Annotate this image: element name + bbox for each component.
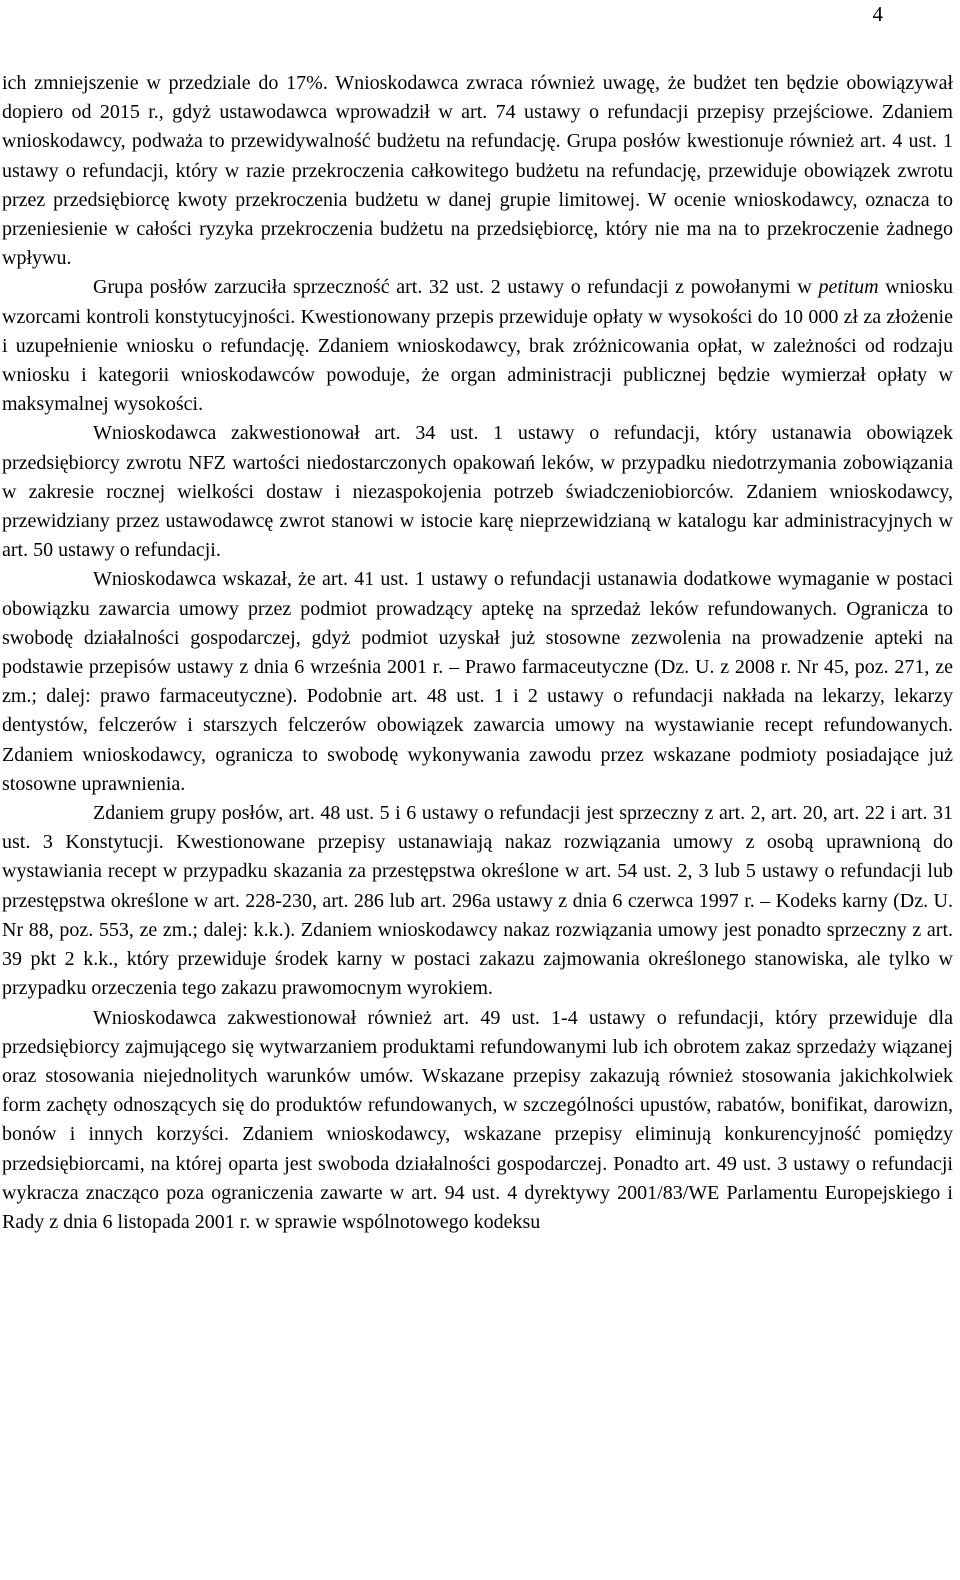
paragraph-text: Wnioskodawca zakwestionował również art. 49 ust. 1-4 ustawy o refundacji, który przewiduje dla przedsiębiorcy zajmującego się wytwarzaniem produktami refundowanymi lub ich obrotem zakaz sprzedaży wiązanej oraz stosowania niejednolitych warunków umów. Wskazane przepisy zakazują również stosowania jakichkolwiek form zachęty odnoszących się do produktów refundowanych, w szczególności upustów, rabatów, bonifikat, darowizn, bonów i innych korzyści. Zdaniem wnioskodawcy, wskazane przepisy eliminują konkurencyjność pomiędzy przedsiębiorcami, na której oparta jest swoboda działalności gospodarczej. Ponadto art. 49 ust. 3 ustawy o refundacji wykracza znacząco poza ograniczenia zawarte w art. 94 ust. 4 dyrektywy 2001/83/WE Parlamentu Europejskiego i Rady z dnia 6 listopada 2001 r. w sprawie wspólnotowego kodeksu [2, 1006, 953, 1233]
paragraph-text-continued: wniosku wzorcami kontroli konstytucyjności. Kwestionowany przepis przewiduje opłaty w wysokości do 10 000 zł za złożenie i uzupełnienie wniosku o refundację. Zdaniem wnioskodawcy, brak zróżnicowania opłat, w zależności od rodzaju wniosku i kategorii wnioskodawców powoduje, że organ administracji publicznej będzie wymierzał opłaty w maksymalnej wysokości. [2, 276, 953, 416]
document-body [2, 69, 953, 1237]
paragraph-art-49 [2, 1004, 953, 1238]
paragraph-text: ich zmniejszenie w przedziale do 17%. Wnioskodawca zwraca również uwagę, że budżet ten będzie obowiązywał dopiero od 2015 r., gdyż ustawodawca wprowadził w art. 74 ustawy o refundacji przepisy przejściowe. Zdaniem wnioskodawcy, podważa to przewidywalność budżetu na refundację. Grupa posłów kwestionuje również art. 4 ust. 1 ustawy o refundacji, który w razie przekroczenia całkowitego budżetu na refundację, przewiduje obowiązek zwrotu przez przedsiębiorcę kwoty przekroczenia budżetu w danej grupie limitowej. W ocenie wnioskodawcy, oznacza to przeniesienie w całości ryzyka przekroczenia budżetu na przedsiębiorcę, który nie ma na to przekroczenie żadnego wpływu. [2, 72, 953, 270]
paragraph-text: Zdaniem grupy posłów, art. 48 ust. 5 i 6 ustawy o refundacji jest sprzeczny z art. 2, art. 20, art. 22 i art. 31 ust. 3 Konstytucji. Kwestionowane przepisy ustanawiają nakaz rozwiązania umowy z osobą uprawnioną do wystawiania recept w przypadku skazania za przestępstwa określone w art. 54 ust. 2, 3 lub 5 ustawy o refundacji lub przestępstwa określone w art. 228-230, art. 286 lub art. 296a ustawy z dnia 6 czerwca 1997 r. – Kodeks karny (Dz. U. Nr 88, poz. 553, ze zm.; dalej: k.k.). Zdaniem wnioskodawcy nakaz rozwiązania umowy jest ponadto sprzeczny z art. 39 pkt 2 k.k., który przewiduje środek karny w postaci zakazu zajmowania określonego stanowiska, ale tylko w przypadku orzeczenia tego zakazu prawomocnym wyrokiem. [2, 802, 953, 1000]
paragraph-budget-continuation [2, 69, 953, 273]
paragraph-text: Grupa posłów zarzuciła sprzeczność art. 32 ust. 2 ustawy o refundacji z powołanymi w [93, 276, 819, 299]
paragraph-art-41 [2, 565, 953, 799]
italic-term: petitum [818, 276, 879, 299]
paragraph-art-32 [2, 273, 953, 419]
paragraph-art-34 [2, 419, 953, 565]
page-number: 4 [872, 2, 883, 26]
paragraph-text: Wnioskodawca zakwestionował art. 34 ust. 1 ustawy o refundacji, który ustanawia obowiązek przedsiębiorcy zwrotu NFZ wartości niedostarczonych opakowań leków, w przypadku niedotrzymania zobowiązania w zakresie rocznej wielkości dostaw i niezaspokojenia potrzeb świadczeniobiorców. Zdaniem wnioskodawcy, przewidziany przez ustawodawcę zwrot stanowi w istocie karę nieprzewidzianą w katalogu kar administracyjnych w art. 50 ustawy o refundacji. [2, 422, 953, 562]
paragraph-art-48 [2, 799, 953, 1003]
paragraph-text: Wnioskodawca wskazał, że art. 41 ust. 1 ustawy o refundacji ustanawia dodatkowe wymaganie w postaci obowiązku zawarcia umowy przez podmiot prowadzący aptekę na sprzedaż leków refundowanych. Ogranicza to swobodę działalności gospodarczej, gdyż podmiot uzyskał już stosowne zezwolenia na prowadzenie apteki na podstawie przepisów ustawy z dnia 6 września 2001 r. – Prawo farmaceutyczne (Dz. U. z 2008 r. Nr 45, poz. 271, ze zm.; dalej: prawo farmaceutyczne). Podobnie art. 48 ust. 1 i 2 ustawy o refundacji nakłada na lekarzy, lekarzy dentystów, felczerów i starszych felczerów obowiązek zawarcia umowy na wystawianie recept refundowanych. Zdaniem wnioskodawcy, ogranicza to swobodę wykonywania zawodu przez wskazane podmioty posiadające już stosowne uprawnienia. [2, 568, 953, 795]
